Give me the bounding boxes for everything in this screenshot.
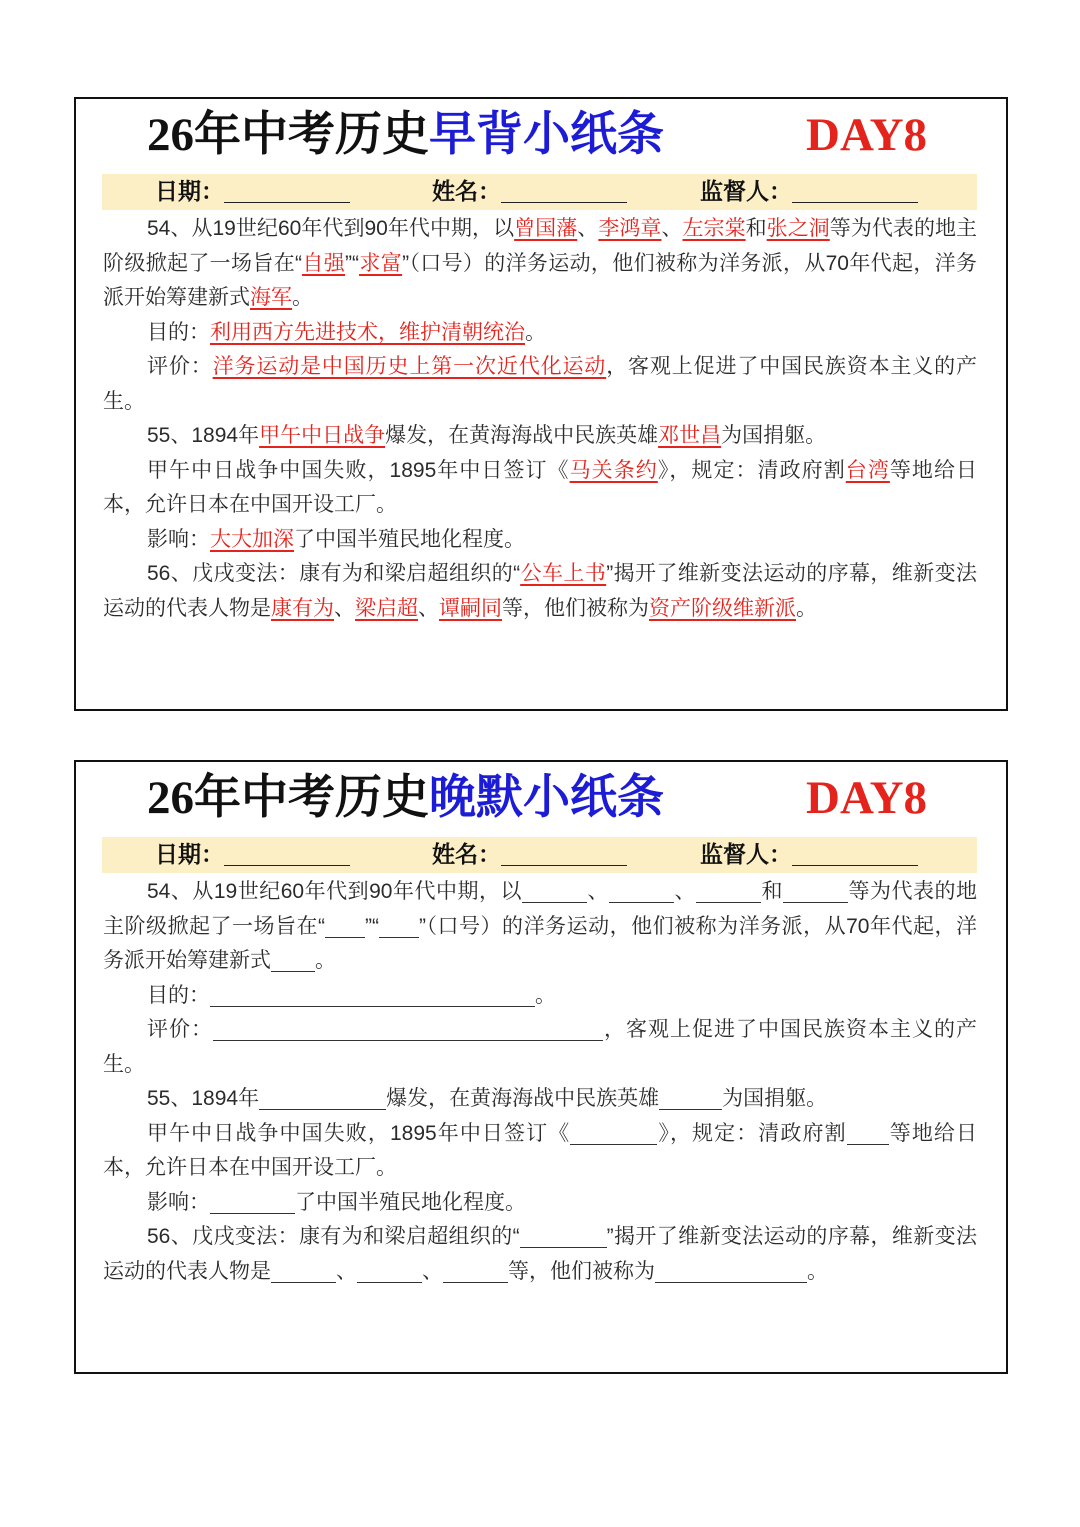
text-segment: 。 bbox=[535, 983, 556, 1007]
text-segment: 。 bbox=[807, 1259, 828, 1283]
name-blank bbox=[501, 201, 627, 203]
text-segment: ”揭开了维新变法运动的序幕，维新变法运动的代表人物是 bbox=[103, 562, 977, 620]
paragraph-purpose bbox=[103, 979, 977, 1014]
answer-blank bbox=[325, 917, 365, 938]
paragraph-55 bbox=[103, 419, 977, 454]
text-segment: 为国捐躯。 bbox=[721, 424, 827, 447]
text-segment: 、 bbox=[586, 880, 609, 903]
text-segment: 。 bbox=[292, 286, 313, 309]
answer-blank bbox=[522, 882, 587, 903]
answer-blank bbox=[520, 1227, 607, 1248]
answer-blank bbox=[357, 1262, 422, 1283]
text-segment: 。 bbox=[796, 596, 817, 620]
answer-blank bbox=[271, 1262, 336, 1283]
name-label: 姓名： bbox=[432, 179, 501, 204]
answer-blank bbox=[210, 1193, 295, 1214]
card-body bbox=[103, 212, 977, 626]
answer-blank bbox=[847, 1124, 889, 1145]
morning-card bbox=[74, 97, 1008, 711]
paragraph-54 bbox=[103, 875, 977, 979]
sign-in-bar bbox=[102, 174, 977, 210]
supervisor-blank bbox=[792, 864, 918, 866]
card-body bbox=[103, 875, 977, 1289]
text-segment: 等，他们被称为 bbox=[502, 596, 649, 620]
answer-blank bbox=[783, 882, 848, 903]
answer-blank bbox=[210, 986, 535, 1007]
supervisor-blank bbox=[792, 201, 918, 203]
answer-blank bbox=[443, 1262, 508, 1283]
text-segment: 评价： bbox=[147, 1018, 213, 1041]
card-title bbox=[147, 106, 664, 164]
text-segment: 等地给日本，允许日本在中国开设工厂。 bbox=[103, 1121, 978, 1179]
text-segment: ”（口号）的洋务运动，他们被称为洋务派，从70年代起，洋务派开始筹建新式 bbox=[103, 251, 978, 309]
answer: 海军 bbox=[250, 286, 292, 309]
paragraph-evaluation bbox=[103, 350, 977, 419]
text-segment: 爆发，在黄海海战中民族英雄 bbox=[385, 424, 659, 447]
paragraph-impact bbox=[103, 523, 977, 558]
answer-blank bbox=[659, 1089, 722, 1110]
supervisor-label: 监督人： bbox=[700, 842, 792, 867]
text-segment: 等，他们被称为 bbox=[508, 1259, 655, 1283]
text-segment: 为国捐躯。 bbox=[722, 1087, 828, 1110]
text-segment: 甲午中日战争中国失败，1895年中日签订《 bbox=[147, 458, 570, 482]
text-segment: ，客观上促进了中国民族资本主义的产生。 bbox=[103, 355, 978, 413]
text-segment: 爆发，在黄海海战中民族英雄 bbox=[386, 1087, 660, 1110]
answer: 利用西方先进技术，维护清朝统治 bbox=[210, 320, 525, 344]
text-segment: 甲午中日战争中国失败，1895年中日签订《 bbox=[147, 1121, 571, 1145]
answer: 大大加深 bbox=[210, 527, 294, 551]
title-main: 26年中考历史 bbox=[147, 772, 429, 824]
text-segment: 等为代表的地主阶级掀起了一场旨在“ bbox=[103, 880, 978, 938]
text-segment: 、 bbox=[418, 596, 439, 620]
text-segment: 、 bbox=[577, 217, 599, 240]
answer: 张之洞 bbox=[766, 217, 830, 240]
sign-in-bar bbox=[102, 837, 977, 873]
supervisor-field bbox=[700, 174, 918, 210]
answer-blank bbox=[271, 951, 315, 972]
date-field bbox=[155, 837, 350, 873]
text-segment: 、 bbox=[674, 880, 697, 903]
title-highlight: 早背小纸条 bbox=[429, 109, 664, 161]
answer-blank bbox=[379, 917, 419, 938]
text-segment: 》，规定：清政府割 bbox=[657, 1121, 847, 1145]
text-segment: 。 bbox=[315, 949, 336, 972]
text-segment: 目的： bbox=[147, 983, 210, 1007]
paragraph-purpose bbox=[103, 316, 977, 351]
paragraph-55 bbox=[103, 1082, 977, 1117]
answer-blank bbox=[259, 1089, 386, 1110]
text-segment: 》，规定：清政府割 bbox=[657, 458, 846, 482]
text-segment: 56、戊戌变法：康有为和梁启超组织的“ bbox=[147, 562, 521, 585]
date-field bbox=[155, 174, 350, 210]
text-segment: 54、从19世纪60年代到90年代中期，以 bbox=[147, 217, 515, 240]
card-title bbox=[147, 769, 664, 827]
text-segment: 55、1894年 bbox=[147, 424, 260, 447]
text-segment: 、 bbox=[661, 217, 683, 240]
answer: 李鸿章 bbox=[598, 217, 662, 240]
answer-blank bbox=[570, 1124, 657, 1145]
date-label: 日期： bbox=[155, 179, 224, 204]
text-segment: 55、1894年 bbox=[147, 1087, 260, 1110]
paragraph-54 bbox=[103, 212, 977, 316]
day-label: DAY8 bbox=[806, 772, 928, 824]
title-highlight: 晚默小纸条 bbox=[429, 772, 664, 824]
answer: 梁启超 bbox=[355, 596, 418, 620]
supervisor-field bbox=[700, 837, 918, 873]
text-segment: 等为代表的地主阶级掀起了一场旨在“ bbox=[103, 217, 978, 275]
name-field bbox=[432, 174, 627, 210]
text-segment: 等地给日本，允许日本在中国开设工厂。 bbox=[103, 458, 978, 516]
answer: 邓世昌 bbox=[658, 424, 722, 447]
answer: 台湾 bbox=[845, 458, 890, 482]
text-segment: 54、从19世纪60年代到90年代中期，以 bbox=[147, 880, 522, 903]
text-segment: ”揭开了维新变法运动的序幕，维新变法运动的代表人物是 bbox=[103, 1225, 977, 1283]
paragraph-treaty bbox=[103, 454, 977, 523]
answer: 资产阶级维新派 bbox=[649, 596, 796, 620]
text-segment: ，客观上促进了中国民族资本主义的产生。 bbox=[103, 1018, 977, 1076]
answer: 公车上书 bbox=[520, 562, 607, 585]
answer-blank bbox=[696, 882, 761, 903]
text-segment: 、 bbox=[336, 1259, 357, 1283]
evening-card bbox=[74, 760, 1008, 1374]
text-segment: 了中国半殖民地化程度。 bbox=[295, 1190, 526, 1214]
answer: 洋务运动是中国历史上第一次近代化运动 bbox=[212, 355, 607, 378]
answer: 左宗棠 bbox=[682, 217, 746, 240]
answer-blank bbox=[213, 1020, 603, 1041]
answer: 甲午中日战争 bbox=[259, 424, 386, 447]
answer-blank bbox=[609, 882, 674, 903]
answer: 曾国藩 bbox=[514, 217, 578, 240]
answer: 康有为 bbox=[271, 596, 334, 620]
text-segment: 。 bbox=[525, 320, 546, 344]
paragraph-56 bbox=[103, 1220, 977, 1289]
text-segment: 、 bbox=[334, 596, 355, 620]
answer: 马关条约 bbox=[569, 458, 658, 482]
text-segment: ”（口号）的洋务运动，他们被称为洋务派，从70年代起，洋务派开始筹建新式 bbox=[103, 914, 977, 972]
text-segment: 影响： bbox=[147, 1190, 210, 1214]
title-main: 26年中考历史 bbox=[147, 109, 429, 161]
answer: 谭嗣同 bbox=[439, 596, 502, 620]
date-label: 日期： bbox=[155, 842, 224, 867]
answer-blank bbox=[655, 1262, 807, 1283]
answer: 求富 bbox=[359, 251, 403, 275]
text-segment: 目的： bbox=[147, 320, 210, 344]
text-segment: 和 bbox=[745, 217, 767, 240]
supervisor-label: 监督人： bbox=[700, 179, 792, 204]
paragraph-treaty bbox=[103, 1117, 977, 1186]
name-blank bbox=[501, 864, 627, 866]
paragraph-56 bbox=[103, 557, 977, 626]
date-blank bbox=[224, 864, 350, 866]
text-segment: ”“ bbox=[365, 914, 380, 938]
text-segment: 影响： bbox=[147, 527, 210, 551]
answer: 自强 bbox=[302, 251, 346, 275]
day-label: DAY8 bbox=[806, 109, 928, 161]
text-segment: ”“ bbox=[345, 251, 360, 275]
text-segment: 了中国半殖民地化程度。 bbox=[294, 527, 525, 551]
name-label: 姓名： bbox=[432, 842, 501, 867]
text-segment: 56、戊戌变法：康有为和梁启超组织的“ bbox=[147, 1225, 520, 1248]
date-blank bbox=[224, 201, 350, 203]
paragraph-impact bbox=[103, 1186, 977, 1221]
paragraph-evaluation bbox=[103, 1013, 977, 1082]
text-segment: 评价： bbox=[147, 355, 213, 378]
text-segment: 、 bbox=[422, 1259, 443, 1283]
text-segment: 和 bbox=[761, 880, 784, 903]
name-field bbox=[432, 837, 627, 873]
